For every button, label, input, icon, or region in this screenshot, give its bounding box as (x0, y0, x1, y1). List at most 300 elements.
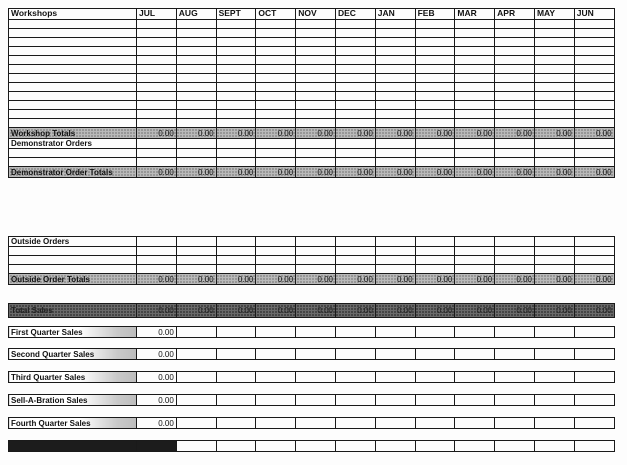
entry-cell[interactable] (216, 56, 256, 65)
entry-cell[interactable] (256, 101, 296, 110)
entry-cell[interactable] (415, 139, 455, 149)
entry-cell[interactable] (415, 38, 455, 47)
entry-cell[interactable] (296, 56, 336, 65)
entry-cell[interactable] (296, 92, 336, 101)
entry-cell[interactable] (455, 20, 495, 29)
entry-cell[interactable] (574, 158, 614, 167)
entry-cell[interactable] (9, 110, 137, 119)
entry-cell[interactable] (176, 158, 216, 167)
entry-cell[interactable] (534, 65, 574, 74)
summary-label: Third Quarter Sales (9, 372, 137, 383)
entry-cell[interactable] (176, 20, 216, 29)
entry-cell[interactable] (216, 149, 256, 158)
total-value: 0.00 (256, 167, 296, 178)
entry-cell[interactable] (534, 149, 574, 158)
entry-cell[interactable] (296, 65, 336, 74)
entry-cell[interactable] (495, 237, 535, 247)
entry-cell[interactable] (455, 74, 495, 83)
entry-cell[interactable] (9, 101, 137, 110)
entry-cell[interactable] (335, 83, 375, 92)
entry-cell[interactable] (9, 29, 137, 38)
entry-cell[interactable] (534, 256, 574, 265)
entry-cell[interactable] (9, 47, 137, 56)
entry-cell[interactable] (176, 74, 216, 83)
entry-cell[interactable] (9, 56, 137, 65)
entry-cell[interactable] (415, 110, 455, 119)
entry-cell[interactable] (455, 92, 495, 101)
entry-cell[interactable] (495, 158, 535, 167)
entry-cell[interactable] (534, 110, 574, 119)
entry-cell[interactable] (375, 29, 415, 38)
entry-cell[interactable] (495, 38, 535, 47)
entry-cell[interactable] (574, 92, 614, 101)
entry-cell[interactable] (455, 38, 495, 47)
entry-cell[interactable] (574, 74, 614, 83)
entry-cell[interactable] (256, 65, 296, 74)
entry-cell[interactable] (216, 101, 256, 110)
entry-cell[interactable] (375, 83, 415, 92)
entry-cell[interactable] (335, 256, 375, 265)
entry-cell[interactable] (495, 265, 535, 274)
entry-cell[interactable] (574, 139, 614, 149)
entry-cell[interactable] (415, 119, 455, 128)
entry-cell[interactable] (216, 119, 256, 128)
total-value: 0.00 (256, 274, 296, 285)
entry-cell[interactable] (455, 101, 495, 110)
blank-cell (574, 327, 614, 338)
entry-cell[interactable] (296, 247, 336, 256)
entry-cell[interactable] (415, 65, 455, 74)
entry-cell[interactable] (375, 149, 415, 158)
entry-cell[interactable] (495, 65, 535, 74)
month-header: JUN (574, 9, 614, 20)
blank-cell (216, 327, 256, 338)
entry-cell[interactable] (495, 256, 535, 265)
entry-cell[interactable] (256, 158, 296, 167)
entry-cell[interactable] (216, 265, 256, 274)
entry-cell[interactable] (495, 20, 535, 29)
entry-cell[interactable] (534, 247, 574, 256)
entry-cell[interactable] (495, 29, 535, 38)
entry-cell[interactable] (137, 139, 177, 149)
blank-cell (176, 372, 216, 383)
total-value: 0.00 (495, 274, 535, 285)
entry-row (9, 101, 615, 110)
entry-cell[interactable] (574, 47, 614, 56)
entry-cell[interactable] (176, 101, 216, 110)
entry-cell[interactable] (574, 20, 614, 29)
entry-cell[interactable] (296, 83, 336, 92)
entry-cell[interactable] (256, 92, 296, 101)
entry-cell[interactable] (9, 20, 137, 29)
entry-cell[interactable] (335, 247, 375, 256)
entry-cell[interactable] (216, 256, 256, 265)
entry-cell[interactable] (256, 20, 296, 29)
entry-cell[interactable] (335, 38, 375, 47)
entry-cell[interactable] (137, 119, 177, 128)
entry-cell[interactable] (375, 119, 415, 128)
entry-cell[interactable] (137, 56, 177, 65)
blank-cell (296, 441, 336, 452)
entry-row (9, 110, 615, 119)
entry-cell[interactable] (415, 20, 455, 29)
entry-cell[interactable] (216, 29, 256, 38)
entry-cell[interactable] (375, 139, 415, 149)
entry-cell[interactable] (296, 265, 336, 274)
total-value: 0.00 (296, 304, 336, 318)
blank-cell (216, 395, 256, 406)
entry-cell[interactable] (415, 56, 455, 65)
entry-cell[interactable] (455, 256, 495, 265)
month-header: MAY (534, 9, 574, 20)
workshops-demonstrator-table (8, 8, 615, 178)
entry-cell[interactable] (9, 256, 137, 265)
entry-cell[interactable] (296, 237, 336, 247)
entry-cell[interactable] (375, 38, 415, 47)
entry-cell[interactable] (335, 29, 375, 38)
entry-cell[interactable] (415, 149, 455, 158)
entry-cell[interactable] (574, 256, 614, 265)
entry-cell[interactable] (176, 139, 216, 149)
entry-cell[interactable] (216, 83, 256, 92)
entry-cell[interactable] (176, 149, 216, 158)
entry-cell[interactable] (574, 265, 614, 274)
entry-cell[interactable] (455, 29, 495, 38)
blank-cell (574, 441, 614, 452)
entry-cell[interactable] (335, 47, 375, 56)
entry-cell[interactable] (256, 110, 296, 119)
entry-cell[interactable] (455, 139, 495, 149)
entry-cell[interactable] (256, 119, 296, 128)
entry-cell[interactable] (534, 237, 574, 247)
entry-cell[interactable] (415, 265, 455, 274)
entry-cell[interactable] (9, 265, 137, 274)
entry-cell[interactable] (216, 139, 256, 149)
entry-cell[interactable] (9, 149, 137, 158)
entry-cell[interactable] (137, 265, 177, 274)
entry-cell[interactable] (216, 247, 256, 256)
entry-cell[interactable] (216, 237, 256, 247)
entry-cell[interactable] (296, 149, 336, 158)
entry-cell[interactable] (296, 29, 336, 38)
summary-row (9, 395, 615, 406)
entry-cell[interactable] (9, 65, 137, 74)
entry-cell[interactable] (216, 38, 256, 47)
entry-cell[interactable] (137, 149, 177, 158)
entry-cell[interactable] (495, 74, 535, 83)
entry-cell[interactable] (335, 20, 375, 29)
total-value: 0.00 (335, 304, 375, 318)
blank-cell (256, 395, 296, 406)
blank-cell (455, 372, 495, 383)
entry-cell[interactable] (375, 247, 415, 256)
entry-cell[interactable] (9, 158, 137, 167)
blank-cell (375, 372, 415, 383)
entry-cell[interactable] (176, 110, 216, 119)
summary-row (9, 418, 615, 429)
entry-cell[interactable] (256, 265, 296, 274)
entry-cell[interactable] (137, 20, 177, 29)
entry-cell[interactable] (296, 101, 336, 110)
entry-cell[interactable] (335, 158, 375, 167)
entry-cell[interactable] (296, 158, 336, 167)
entry-cell[interactable] (495, 101, 535, 110)
total-value: 0.00 (415, 304, 455, 318)
month-header: JAN (375, 9, 415, 20)
entry-cell[interactable] (534, 101, 574, 110)
total-value: 0.00 (137, 167, 177, 178)
section-title: Outside Orders (9, 237, 137, 247)
entry-cell[interactable] (176, 256, 216, 265)
entry-cell[interactable] (137, 237, 177, 247)
blank-cell (176, 441, 216, 452)
entry-cell[interactable] (296, 20, 336, 29)
entry-cell[interactable] (375, 237, 415, 247)
entry-cell[interactable] (137, 158, 177, 167)
entry-cell[interactable] (375, 65, 415, 74)
entry-cell[interactable] (574, 29, 614, 38)
blank-cell (495, 327, 535, 338)
entry-cell[interactable] (455, 158, 495, 167)
entry-cell[interactable] (574, 101, 614, 110)
entry-cell[interactable] (495, 92, 535, 101)
entry-cell[interactable] (455, 47, 495, 56)
entry-cell[interactable] (176, 265, 216, 274)
entry-cell[interactable] (415, 158, 455, 167)
entry-cell[interactable] (335, 149, 375, 158)
entry-cell[interactable] (335, 119, 375, 128)
entry-cell[interactable] (534, 92, 574, 101)
entry-cell[interactable] (375, 56, 415, 65)
entry-cell[interactable] (375, 47, 415, 56)
entry-cell[interactable] (335, 92, 375, 101)
entry-cell[interactable] (9, 119, 137, 128)
entry-cell[interactable] (137, 110, 177, 119)
entry-cell[interactable] (176, 119, 216, 128)
entry-cell[interactable] (415, 47, 455, 56)
summary-label: Sell-A-Bration Sales (9, 395, 137, 406)
summary-table (8, 394, 615, 406)
blank-cell (534, 418, 574, 429)
blank-cell (534, 372, 574, 383)
entry-cell[interactable] (534, 265, 574, 274)
entry-cell[interactable] (216, 20, 256, 29)
entry-cell[interactable] (375, 20, 415, 29)
entry-cell[interactable] (574, 38, 614, 47)
entry-cell[interactable] (137, 29, 177, 38)
blank-cell (256, 418, 296, 429)
blank-cell (415, 349, 455, 360)
entry-cell[interactable] (574, 110, 614, 119)
entry-cell[interactable] (296, 47, 336, 56)
entry-cell[interactable] (256, 47, 296, 56)
entry-cell[interactable] (296, 74, 336, 83)
entry-cell[interactable] (216, 110, 256, 119)
entry-cell[interactable] (415, 29, 455, 38)
entry-cell[interactable] (216, 74, 256, 83)
entry-cell[interactable] (176, 92, 216, 101)
entry-cell[interactable] (9, 247, 137, 256)
entry-cell[interactable] (495, 119, 535, 128)
entry-cell[interactable] (9, 74, 137, 83)
entry-cell[interactable] (176, 47, 216, 56)
entry-cell[interactable] (256, 29, 296, 38)
entry-cell[interactable] (415, 247, 455, 256)
entry-cell[interactable] (455, 65, 495, 74)
entry-cell[interactable] (495, 247, 535, 256)
entry-cell[interactable] (9, 38, 137, 47)
entry-cell[interactable] (137, 256, 177, 265)
entry-cell[interactable] (375, 256, 415, 265)
entry-cell[interactable] (415, 256, 455, 265)
total-value: 0.00 (216, 128, 256, 139)
entry-cell[interactable] (137, 247, 177, 256)
entry-cell[interactable] (335, 265, 375, 274)
entry-cell[interactable] (534, 20, 574, 29)
entry-cell[interactable] (574, 119, 614, 128)
blank-cell (256, 372, 296, 383)
entry-cell[interactable] (534, 56, 574, 65)
entry-cell[interactable] (137, 65, 177, 74)
entry-cell[interactable] (455, 119, 495, 128)
entry-cell[interactable] (534, 139, 574, 149)
entry-cell[interactable] (455, 83, 495, 92)
entry-cell[interactable] (137, 92, 177, 101)
entry-row (9, 265, 615, 274)
entry-cell[interactable] (375, 74, 415, 83)
entry-cell[interactable] (296, 256, 336, 265)
entry-cell[interactable] (574, 247, 614, 256)
entry-cell[interactable] (495, 110, 535, 119)
entry-cell[interactable] (296, 119, 336, 128)
entry-cell[interactable] (256, 56, 296, 65)
entry-cell[interactable] (9, 83, 137, 92)
entry-cell[interactable] (495, 149, 535, 158)
entry-cell[interactable] (534, 74, 574, 83)
entry-cell[interactable] (455, 237, 495, 247)
entry-cell[interactable] (216, 158, 256, 167)
entry-cell[interactable] (534, 47, 574, 56)
entry-cell[interactable] (534, 38, 574, 47)
entry-cell[interactable] (375, 101, 415, 110)
entry-cell[interactable] (534, 29, 574, 38)
entry-cell[interactable] (176, 65, 216, 74)
entry-cell[interactable] (296, 38, 336, 47)
entry-cell[interactable] (256, 149, 296, 158)
entry-cell[interactable] (137, 83, 177, 92)
entry-cell[interactable] (534, 119, 574, 128)
entry-cell[interactable] (574, 65, 614, 74)
entry-row (9, 20, 615, 29)
entry-cell[interactable] (415, 237, 455, 247)
entry-cell[interactable] (256, 38, 296, 47)
entry-cell[interactable] (137, 74, 177, 83)
entry-cell[interactable] (455, 149, 495, 158)
entry-cell[interactable] (256, 74, 296, 83)
entry-cell[interactable] (375, 265, 415, 274)
total-value: 0.00 (415, 274, 455, 285)
entry-cell[interactable] (415, 92, 455, 101)
entry-cell[interactable] (296, 139, 336, 149)
entry-cell[interactable] (375, 158, 415, 167)
entry-cell[interactable] (574, 56, 614, 65)
blank-cell (296, 395, 336, 406)
entry-cell[interactable] (375, 110, 415, 119)
entry-cell[interactable] (574, 237, 614, 247)
totals-label: Demonstrator Order Totals (9, 167, 137, 178)
entry-cell[interactable] (216, 92, 256, 101)
entry-cell[interactable] (256, 247, 296, 256)
entry-cell[interactable] (415, 74, 455, 83)
entry-cell[interactable] (574, 83, 614, 92)
entry-cell[interactable] (137, 101, 177, 110)
entry-cell[interactable] (176, 237, 216, 247)
month-header: JUL (137, 9, 177, 20)
entry-cell[interactable] (335, 101, 375, 110)
entry-cell[interactable] (216, 65, 256, 74)
entry-cell[interactable] (176, 38, 216, 47)
blank-cell (574, 395, 614, 406)
entry-cell[interactable] (9, 92, 137, 101)
total-value: 0.00 (216, 304, 256, 318)
entry-cell[interactable] (375, 92, 415, 101)
entry-cell[interactable] (176, 83, 216, 92)
entry-cell[interactable] (296, 110, 336, 119)
blank-cell (574, 418, 614, 429)
entry-cell[interactable] (415, 83, 455, 92)
entry-cell[interactable] (495, 83, 535, 92)
blank-cell (335, 327, 375, 338)
total-value: 0.00 (335, 274, 375, 285)
entry-cell[interactable] (415, 101, 455, 110)
entry-cell[interactable] (455, 110, 495, 119)
entry-cell[interactable] (256, 139, 296, 149)
entry-cell[interactable] (176, 56, 216, 65)
entry-cell[interactable] (335, 56, 375, 65)
entry-row (9, 119, 615, 128)
entry-cell[interactable] (534, 83, 574, 92)
summary-table (8, 417, 615, 429)
entry-cell[interactable] (534, 158, 574, 167)
entry-cell[interactable] (256, 237, 296, 247)
entry-cell[interactable] (335, 65, 375, 74)
entry-cell[interactable] (335, 110, 375, 119)
entry-cell[interactable] (455, 247, 495, 256)
entry-cell[interactable] (137, 38, 177, 47)
blank-cell (455, 327, 495, 338)
entry-cell[interactable] (455, 265, 495, 274)
entry-cell[interactable] (574, 149, 614, 158)
total-value: 0.00 (176, 304, 216, 318)
entry-cell[interactable] (176, 29, 216, 38)
entry-cell[interactable] (216, 47, 256, 56)
entry-cell[interactable] (137, 47, 177, 56)
entry-cell[interactable] (495, 56, 535, 65)
entry-row (9, 158, 615, 167)
entry-cell[interactable] (256, 83, 296, 92)
entry-cell[interactable] (335, 139, 375, 149)
entry-cell[interactable] (495, 47, 535, 56)
entry-cell[interactable] (455, 56, 495, 65)
entry-cell[interactable] (256, 256, 296, 265)
entry-cell[interactable] (495, 139, 535, 149)
entry-cell[interactable] (335, 74, 375, 83)
total-value: 0.00 (296, 274, 336, 285)
entry-cell[interactable] (176, 247, 216, 256)
summary-label: Fourth Quarter Sales (9, 418, 137, 429)
total-value: 0.00 (375, 128, 415, 139)
entry-cell[interactable] (335, 237, 375, 247)
